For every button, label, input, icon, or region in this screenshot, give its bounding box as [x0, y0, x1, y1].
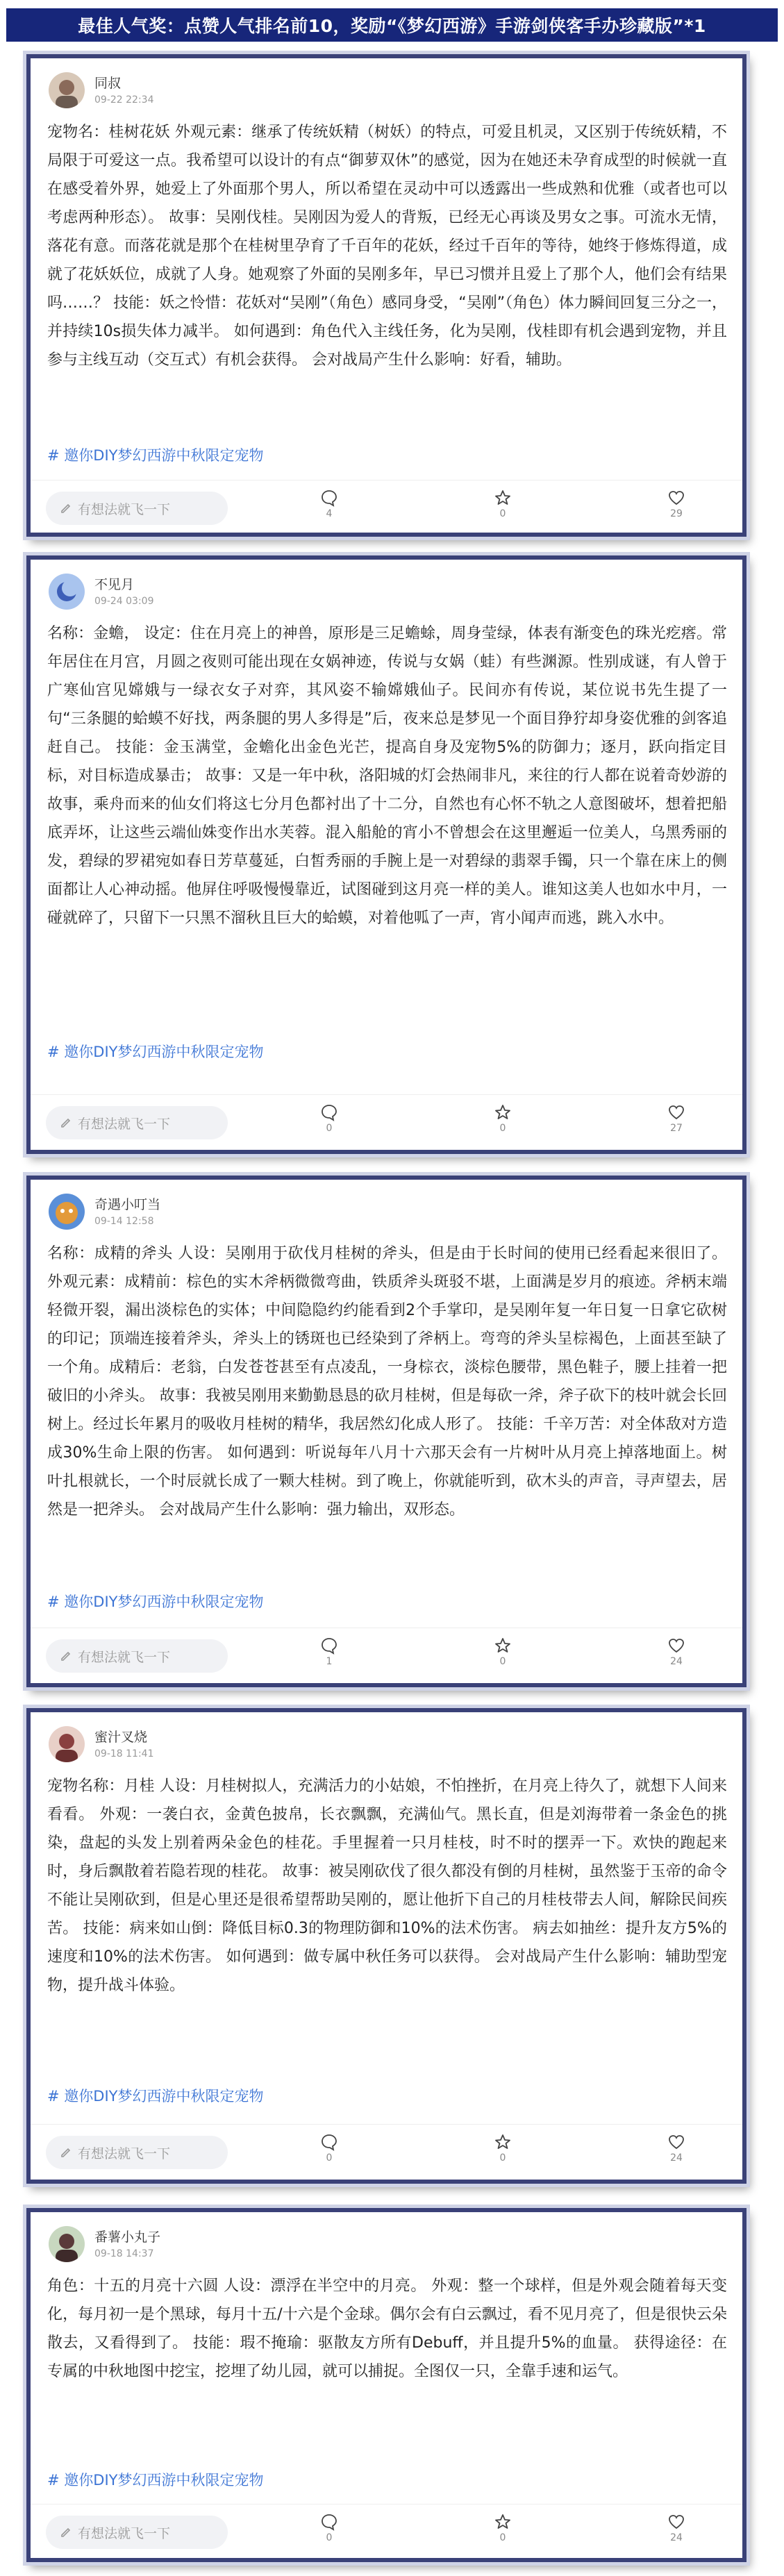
post-footer	[31, 480, 742, 533]
like-button[interactable]	[649, 1103, 704, 1134]
comment-count: 0	[326, 2152, 333, 2164]
post-card	[26, 1176, 747, 1687]
comment-button[interactable]	[301, 2133, 357, 2164]
edit-icon	[60, 1650, 72, 1662]
post-content: 宠物名称：月桂 人设：月桂树拟人，充满活力的小姑娘，不怕挫折，在月亮上待久了，就想下人间来看看。 外观：一袭白衣，金黄色披帛，长衣飘飘，充满仙气。黑长直，但是刘海带着一条金色的挑染，盘起的头发上别着两朵金色的桂花。手里握着一只月桂枝，时不时的摆弄一下。欢快的跑起来时，身后飘散着若隐若现的桂花。 故事：被吴刚砍伐了很久都没有倒的月桂树，虽然鉴于玉帝的命令不能让吴刚砍到，但是心里还是很希望帮助吴刚的，愿让他折下自己的月桂枝带去人间，解除民间疾苦。 技能：病来如山倒：降低目标0.3的物理防御和10%的法术伤害。 病去如抽丝：提升友方5%的速度和10%的法术伤害。 如何遇到：做专属中秋任务可以获得。 会对战局产生什么影响：辅助型宠物，提升战斗体验。	[47, 1778, 727, 1994]
comment-input[interactable]	[46, 492, 228, 525]
like-button[interactable]	[649, 2133, 704, 2164]
avatar[interactable]	[49, 72, 85, 108]
post-time: 09-18 11:41	[94, 1748, 154, 1759]
username[interactable]: 蜜汁叉烧	[94, 1730, 148, 1745]
post-header	[49, 574, 153, 610]
username[interactable]: 番薯小丸子	[94, 2230, 161, 2245]
comment-placeholder: 有想法就飞一下	[78, 2146, 171, 2161]
post-header	[49, 1194, 160, 1230]
comment-placeholder: 有想法就飞一下	[78, 2525, 171, 2541]
edit-icon	[60, 502, 72, 515]
star-icon	[494, 1103, 512, 1121]
comment-placeholder: 有想法就飞一下	[78, 1116, 171, 1132]
share-count: 0	[499, 508, 506, 519]
post-time: 09-24 03:09	[94, 596, 154, 607]
comment-placeholder: 有想法就飞一下	[78, 1649, 171, 1665]
like-count: 24	[670, 2532, 683, 2543]
share-button[interactable]	[475, 2133, 531, 2164]
post-footer	[31, 2504, 742, 2557]
like-button[interactable]	[649, 1637, 704, 1667]
post-card	[26, 54, 747, 537]
share-button[interactable]	[475, 1637, 531, 1667]
star-icon	[494, 2133, 512, 2151]
topic-tag[interactable]: # 邀你DIY梦幻西游中秋限定宠物	[47, 2088, 264, 2105]
comment-count: 1	[326, 1656, 333, 1667]
like-button[interactable]	[649, 489, 704, 519]
comment-icon	[320, 1103, 338, 1121]
post-card	[26, 1708, 747, 2184]
comment-placeholder: 有想法就飞一下	[78, 501, 171, 517]
post-time: 09-18 14:37	[94, 2248, 154, 2259]
like-button[interactable]	[649, 2513, 704, 2543]
like-count: 24	[670, 2152, 683, 2164]
share-button[interactable]	[475, 1103, 531, 1134]
avatar[interactable]	[49, 1194, 85, 1230]
topic-tag[interactable]: # 邀你DIY梦幻西游中秋限定宠物	[47, 447, 264, 464]
post-content: 角色：十五的月亮十六圆 人设：漂浮在半空中的月亮。 外观：整一个球样，但是外观会随着每天变化，每月初一是个黑球，每月十五/十六是个金球。偶尔会有白云飘过，看不见月亮了，但是很快云朵散去，又看得到了。 技能：瑕不掩瑜：驱散友方所有Debuff，并且提升5%的血量。 获得途径：在专属的中秋地图中挖宝，挖埋了幼儿园，就可以捕捉。全图仅一只，全靠手速和运气。	[47, 2277, 727, 2380]
share-button[interactable]	[475, 489, 531, 519]
post-footer	[31, 2124, 742, 2177]
comment-count: 4	[326, 508, 333, 519]
like-count: 24	[670, 1656, 683, 1667]
edit-icon	[60, 2146, 72, 2159]
star-icon	[494, 1637, 512, 1655]
post-card	[26, 555, 747, 1154]
star-icon	[494, 489, 512, 507]
heart-icon	[667, 1103, 685, 1121]
post-time: 09-14 12:58	[94, 1216, 154, 1227]
comment-input[interactable]	[46, 2516, 228, 2549]
comment-count: 0	[326, 1123, 333, 1134]
comment-icon	[320, 2133, 338, 2151]
edit-icon	[60, 1116, 72, 1129]
like-count: 29	[670, 508, 683, 519]
banner-text: 最佳人气奖：点赞人气排名前10，奖励“《梦幻西游》手游剑侠客手办珍藏版”*1	[78, 16, 706, 36]
avatar[interactable]	[49, 1726, 85, 1762]
heart-icon	[667, 2513, 685, 2531]
avatar[interactable]	[49, 2226, 85, 2262]
post-card	[26, 2208, 747, 2562]
post-content: 名称：成精的斧头 人设：吴刚用于砍伐月桂树的斧头，但是由于长时间的使用已经看起来很旧了。 外观元素：成精前：棕色的实木斧柄微微弯曲，铁质斧头斑驳不堪，上面满是岁月的痕迹。斧柄末端轻微开裂，漏出淡棕色的实体；中间隐隐约约能看到2个手掌印，是吴刚年复一年日复一日拿它砍树的印记；顶端连接着斧头，斧头上的锈斑也已经染到了斧柄上。弯弯的斧头呈棕褐色，上面甚至缺了一个角。成精后：老翁，白发苍苍甚至有点凌乱，一身棕衣，淡棕色腰带，黑色鞋子，腰上挂着一把破旧的小斧头。 故事：我被吴刚用来勤勤恳恳的砍月桂树，但是每砍一斧，斧子砍下的枝叶就会长回树上。经过长年累月的吸收月桂树的精华，我居然幻化成人形了。 技能：千辛万苦：对全体敌对方造成30%生命上限的伤害。 如何遇到：听说每年八月十六那天会有一片树叶从月亮上掉落地面上。树叶扎根就长，一个时辰就长成了一颗大桂树。到了晚上，你就能听到，砍木头的声音，寻声望去，居然是一把斧头。 会对战局产生什么影响：强力输出，双形态。	[47, 1245, 727, 1519]
star-icon	[494, 2513, 512, 2531]
edit-icon	[60, 2526, 72, 2539]
heart-icon	[667, 2133, 685, 2151]
comment-button[interactable]	[301, 1637, 357, 1667]
post-content: 宠物名：桂树花妖 外观元素：继承了传统妖精（树妖）的特点，可爱且机灵，又区别于传统妖精，不局限于可爱这一点。我希望可以设计的有点“御萝双休”的感觉，因为在她还未孕育成型的时候就一直在感受着外界，她爱上了外面那个男人，所以希望在灵动中可以透露出一些成熟和优雅（或者也可以考虑两种形态）。 故事：吴刚伐桂。吴刚因为爱人的背叛，已经无心再谈及男女之事。可流水无情，落花有意。而落花就是那个在桂树里孕育了千百年的花妖，经过千百年的等待，她终于修炼得道，成就了花妖妖位，成就了人身。她观察了外面的吴刚多年，早已习惯并且爱上了那个人，他们会有结果吗……？ 技能：妖之怜惜：花妖对“吴刚”（角色）感同身受，“吴刚”（角色）体力瞬间回复三分之一，并持续10s损失体力减半。 如何遇到：角色代入主线任务，化为吴刚，伐桂即有机会遇到宠物，并且参与主线互动（交互式）有机会获得。 会对战局产生什么影响：好看，辅助。	[47, 124, 727, 369]
post-header	[49, 72, 153, 108]
post-header	[49, 2226, 160, 2262]
post-footer	[31, 1628, 742, 1681]
post-time: 09-22 22:34	[94, 94, 154, 106]
topic-tag[interactable]: # 邀你DIY梦幻西游中秋限定宠物	[47, 1044, 264, 1060]
username[interactable]: 同叔	[94, 76, 122, 91]
post-header	[49, 1726, 153, 1762]
comment-input[interactable]	[46, 1639, 228, 1673]
topic-tag[interactable]: # 邀你DIY梦幻西游中秋限定宠物	[47, 2472, 264, 2489]
post-footer	[31, 1094, 742, 1148]
share-count: 0	[499, 2152, 506, 2164]
comment-input[interactable]	[46, 1106, 228, 1139]
username[interactable]: 奇遇小叮当	[94, 1197, 161, 1212]
share-count: 0	[499, 1123, 506, 1134]
topic-tag[interactable]: # 邀你DIY梦幻西游中秋限定宠物	[47, 1594, 264, 1610]
avatar[interactable]	[49, 574, 85, 610]
comment-icon	[320, 2513, 338, 2531]
share-count: 0	[499, 1656, 506, 1667]
comment-button[interactable]	[301, 489, 357, 519]
heart-icon	[667, 489, 685, 507]
post-content: 名称：金蟾， 设定：住在月亮上的神兽，原形是三足蟾蜍，周身莹绿，体表有渐变色的珠光疙瘩。常年居住在月宫，月圆之夜则可能出现在女娲神迹，传说与女娲（蛙）有些渊源。性别成谜，有人曾于广寒仙宫见嫦娥与一绿衣女子对弈，其风姿不输嫦娥仙子。民间亦有传说，某位说书先生提了一句“三条腿的蛤蟆不好找，两条腿的男人多得是”后，夜来总是梦见一个面目狰狞却身姿优雅的剑客追赶自己。 技能：金玉满堂，金蟾化出金色光芒，提高自身及宠物5%的防御力；逐月，跃向指定目标，对目标造成暴击； 故事：又是一年中秋，洛阳城的灯会热闹非凡，来往的行人都在说着奇妙游的故事，乘舟而来的仙女们将这七分月色都衬出了十二分，自然也有心怀不轨之人意图破坏，想着把船底弄坏，让这些云端仙姝变作出水芙蓉。混入船舱的宵小不曾想会在这里邂逅一位美人，乌黑秀丽的发，碧绿的罗裙宛如春日芳草蔓延，白皙秀丽的手腕上是一对碧绿的翡翠手镯，只一个靠在床上的侧面都让人心神动摇。他屏住呼吸慢慢靠近，试图碰到这月亮一样的美人。谁知这美人也如水中月，一碰就碎了，只留下一只黑不溜秋且巨大的蛤蟆，对着他呱了一声，宵小闻声而逃，跳入水中。	[47, 625, 727, 927]
share-button[interactable]	[475, 2513, 531, 2543]
username[interactable]: 不见月	[94, 577, 135, 592]
award-banner	[6, 8, 778, 42]
comment-icon	[320, 489, 338, 507]
heart-icon	[667, 1637, 685, 1655]
comment-count: 0	[326, 2532, 333, 2543]
comment-input[interactable]	[46, 2136, 228, 2169]
share-count: 0	[499, 2532, 506, 2543]
comment-button[interactable]	[301, 2513, 357, 2543]
comment-button[interactable]	[301, 1103, 357, 1134]
comment-icon	[320, 1637, 338, 1655]
like-count: 27	[670, 1123, 683, 1134]
